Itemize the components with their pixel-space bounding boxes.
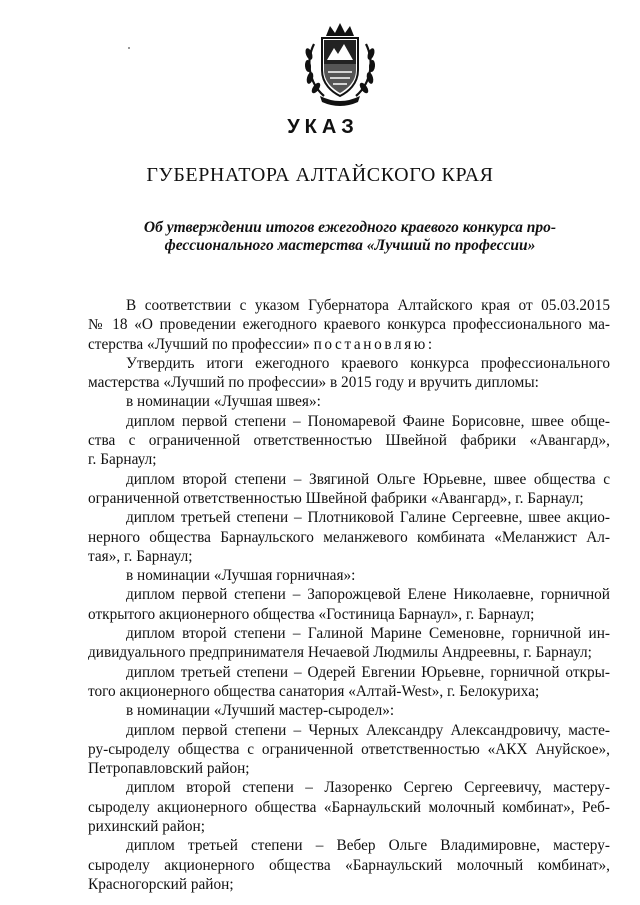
body-line: № 18 «О проведении ежегодного краевого конкурса профессионального ма-	[88, 316, 610, 334]
body-line: диплом третьей степени – Плотниковой Галине Сергеевне, швее акцио-	[126, 509, 610, 527]
body-line: нерного общества Барнаульского меланжевого комбината «Меланжист Ал-	[88, 528, 610, 546]
body-line: ства с ограниченной ответственностью Швейной фабрики «Авангард»,	[88, 432, 610, 450]
body-line: В соответствии с указом Губернатора Алтайского края от 05.03.2015	[126, 297, 610, 314]
decree-keyword: постановляю:	[313, 335, 435, 353]
body-line: диплом третьей степени – Одерей Евгении Юрьевне, горничной откры-	[126, 663, 610, 681]
document-body	[88, 296, 610, 894]
altai-krai-coat-of-arms-icon	[300, 20, 380, 106]
scan-speck	[128, 47, 130, 49]
body-line: диплом второй степени – Галиной Марине Семеновне, горничной ин-	[126, 625, 610, 643]
document-type-title: УКАЗ	[287, 116, 359, 138]
body-line: диплом первой степени – Пономаревой Фаине Борисовне, швее обще-	[126, 412, 610, 430]
body-line: Петропавловский район;	[88, 760, 250, 778]
body-line: открытого акционерного общества «Гостиница Барнаул», г. Барнаул;	[88, 605, 535, 623]
body-line: диплом третьей степени – Вебер Ольге Владимировне, мастеру-	[126, 837, 610, 855]
body-line-text: стерства «Лучший по профессии»	[88, 335, 310, 353]
body-line: диплом второй степени – Звягиной Ольге Юрьевне, швее общества с	[126, 470, 610, 488]
subject-line: Об утверждении итогов ежегодного краевого конкурса про-	[143, 219, 557, 236]
nomination-heading: в номинации «Лучшая горничная»:	[126, 567, 356, 585]
document-subject	[130, 219, 570, 255]
body-line: ограниченной ответственностью Швейной фабрики «Авангард», г. Барнаул;	[88, 489, 584, 507]
body-line: ру-сыроделу общества с ограниченной ответственностью «АКХ Ануйское»,	[88, 740, 610, 758]
body-line: диплом первой степени – Запорожцевой Елене Николаевне, горничной	[126, 586, 610, 604]
body-line: мастерства «Лучший по профессии» в 2015 году и вручить дипломы:	[88, 374, 539, 392]
body-line: тая», г. Барнаул;	[88, 547, 193, 565]
body-line: дивидуального предпринимателя Нечаевой Людмилы Андреевны, г. Барнаул;	[88, 644, 592, 662]
body-line: г. Барнаул;	[88, 451, 157, 469]
body-line: Утвердить итоги ежегодного краевого конкурса профессионального	[126, 354, 610, 372]
nomination-heading: в номинации «Лучший мастер-сыродел»:	[126, 702, 395, 720]
subject-line: фессионального мастерства «Лучший по профессии»	[164, 237, 536, 254]
body-line: диплом второй степени – Лазоренко Сергею Сергеевичу, мастеру-	[126, 779, 610, 797]
body-line: рихинский район;	[88, 818, 205, 836]
issuer-title: ГУБЕРНАТОРА АЛТАЙСКОГО КРАЯ	[146, 164, 494, 186]
body-line: того акционерного общества санатория «Алтай-West», г. Белокуриха;	[88, 682, 540, 700]
body-line: Красногорский район;	[88, 875, 234, 893]
nomination-heading: в номинации «Лучшая швея»:	[126, 393, 321, 411]
body-line: диплом первой степени – Черных Александру Александровичу, масте-	[126, 721, 610, 739]
body-line: сыроделу акционерного общества «Барнаульский молочный комбинат»,	[88, 856, 610, 874]
body-line	[88, 335, 610, 354]
body-line: сыроделу акционерного общества «Барнаульский молочный комбинат», Реб-	[88, 798, 610, 816]
